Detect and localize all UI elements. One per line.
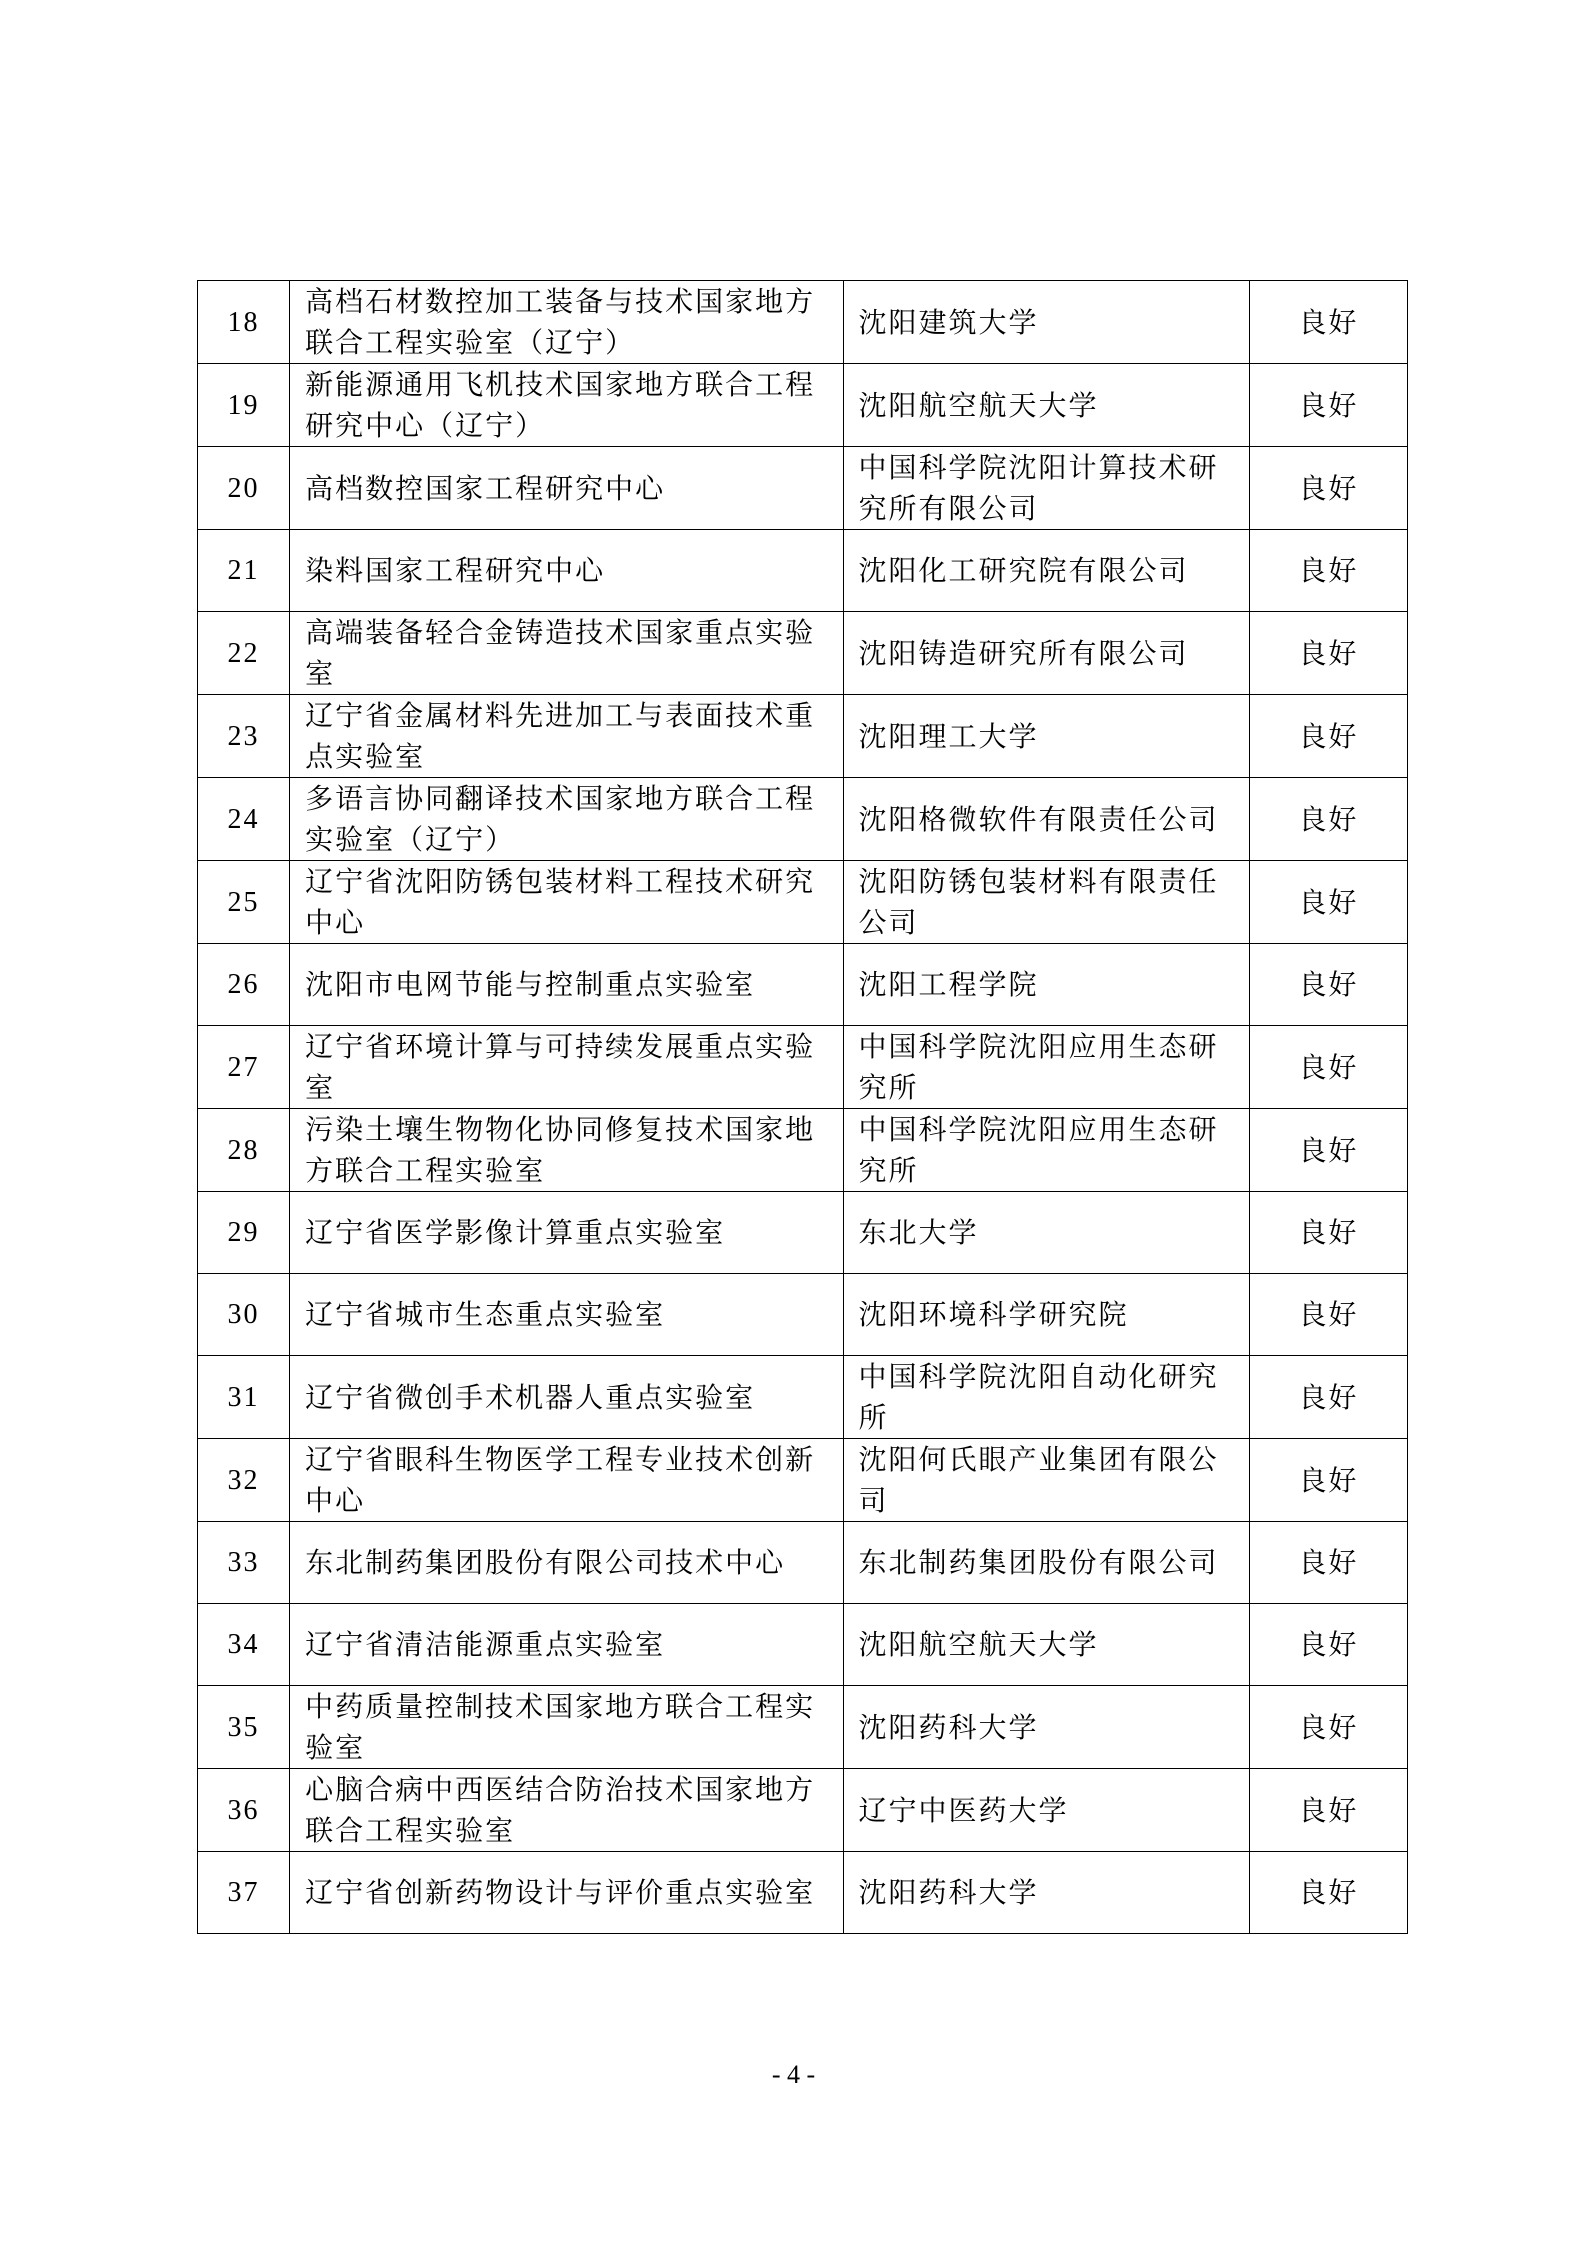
table-row	[198, 695, 1408, 778]
center-name-cell	[290, 778, 843, 861]
page-number: - 4 -	[771, 2060, 816, 2089]
center-name-cell	[290, 695, 843, 778]
rating-cell: 良好	[1249, 281, 1407, 364]
center-name-text: 高档石材数控加工装备与技术国家地方联合工程实验室（辽宁）	[305, 285, 816, 359]
center-name-text: 辽宁省创新药物设计与评价重点实验室	[305, 1876, 816, 1909]
rating-cell: 良好	[1249, 612, 1407, 695]
table-row	[198, 1522, 1408, 1604]
supporting-unit-text: 沈阳化工研究院有限公司	[858, 554, 1189, 587]
row-number-cell: 31	[198, 1356, 290, 1439]
center-name-cell	[290, 1522, 843, 1604]
table-row	[198, 778, 1408, 861]
center-name-text: 沈阳市电网节能与控制重点实验室	[305, 968, 756, 1001]
rating-cell: 良好	[1249, 530, 1407, 612]
table-row	[198, 1439, 1408, 1522]
center-name-text: 高端装备轻合金铸造技术国家重点实验室	[305, 616, 816, 690]
center-name-cell	[290, 447, 843, 530]
rating-cell: 良好	[1249, 778, 1407, 861]
rating-cell: 良好	[1249, 1686, 1407, 1769]
supporting-unit-cell	[843, 530, 1249, 612]
results-table	[197, 280, 1408, 1934]
row-number-cell: 34	[198, 1604, 290, 1686]
center-name-cell	[290, 281, 843, 364]
center-name-text: 辽宁省环境计算与可持续发展重点实验室	[305, 1030, 816, 1104]
center-name-text: 染料国家工程研究中心	[305, 554, 606, 587]
center-name-cell	[290, 861, 843, 944]
center-name-cell	[290, 944, 843, 1026]
supporting-unit-text: 沈阳建筑大学	[858, 305, 1039, 339]
supporting-unit-text: 沈阳药科大学	[858, 1876, 1039, 1909]
table-row	[198, 364, 1408, 447]
row-number-cell: 23	[198, 695, 290, 778]
center-name-cell	[290, 1686, 843, 1769]
supporting-unit-cell	[843, 1356, 1249, 1439]
supporting-unit-text: 沈阳航空航天大学	[858, 388, 1099, 422]
supporting-unit-cell	[843, 612, 1249, 695]
row-number-cell: 19	[198, 364, 290, 447]
center-name-cell	[290, 1769, 843, 1852]
center-name-cell	[290, 1604, 843, 1686]
center-name-text: 辽宁省微创手术机器人重点实验室	[305, 1380, 756, 1414]
table-row	[198, 944, 1408, 1026]
supporting-unit-cell	[843, 861, 1249, 944]
table-row	[198, 447, 1408, 530]
center-name-text: 辽宁省沈阳防锈包装材料工程技术研究中心	[305, 865, 816, 939]
supporting-unit-text: 辽宁中医药大学	[858, 1793, 1069, 1827]
rating-cell: 良好	[1249, 1439, 1407, 1522]
center-name-cell	[290, 1274, 843, 1356]
center-name-cell	[290, 1026, 843, 1109]
table-row	[198, 1769, 1408, 1852]
center-name-text: 多语言协同翻译技术国家地方联合工程实验室（辽宁）	[305, 782, 816, 856]
rating-cell: 良好	[1249, 1769, 1407, 1852]
row-number-cell: 20	[198, 447, 290, 530]
rating-cell: 良好	[1249, 1522, 1407, 1604]
center-name-text: 中药质量控制技术国家地方联合工程实验室	[305, 1690, 816, 1764]
supporting-unit-text: 东北大学	[858, 1216, 979, 1249]
supporting-unit-cell	[843, 1852, 1249, 1934]
table-row	[198, 612, 1408, 695]
supporting-unit-cell	[843, 364, 1249, 447]
table-row	[198, 1686, 1408, 1769]
center-name-text: 辽宁省眼科生物医学工程专业技术创新中心	[305, 1443, 816, 1517]
center-name-text: 新能源通用飞机技术国家地方联合工程研究中心（辽宁）	[305, 368, 816, 442]
rating-cell: 良好	[1249, 1604, 1407, 1686]
center-name-cell	[290, 1439, 843, 1522]
row-number-cell: 22	[198, 612, 290, 695]
supporting-unit-cell	[843, 447, 1249, 530]
row-number-cell: 24	[198, 778, 290, 861]
row-number-cell: 30	[198, 1274, 290, 1356]
supporting-unit-cell	[843, 1439, 1249, 1522]
row-number-cell: 28	[198, 1109, 290, 1192]
rating-cell: 良好	[1249, 1192, 1407, 1274]
center-name-text: 高档数控国家工程研究中心	[305, 471, 666, 505]
supporting-unit-text: 中国科学院沈阳应用生态研究所	[858, 1113, 1219, 1187]
center-name-text: 辽宁省城市生态重点实验室	[305, 1298, 666, 1331]
center-name-cell	[290, 364, 843, 447]
supporting-unit-text: 沈阳航空航天大学	[858, 1628, 1099, 1661]
supporting-unit-cell	[843, 778, 1249, 861]
table-row	[198, 281, 1408, 364]
supporting-unit-cell	[843, 1192, 1249, 1274]
center-name-text: 辽宁省金属材料先进加工与表面技术重点实验室	[305, 699, 816, 773]
supporting-unit-text: 沈阳格微软件有限责任公司	[858, 802, 1219, 836]
table-row	[198, 1356, 1408, 1439]
supporting-unit-text: 沈阳环境科学研究院	[858, 1298, 1129, 1331]
table-row	[198, 1026, 1408, 1109]
center-name-cell	[290, 1356, 843, 1439]
center-name-cell	[290, 612, 843, 695]
row-number-cell: 21	[198, 530, 290, 612]
supporting-unit-cell	[843, 1274, 1249, 1356]
supporting-unit-cell	[843, 281, 1249, 364]
row-number-cell: 27	[198, 1026, 290, 1109]
supporting-unit-cell	[843, 1522, 1249, 1604]
rating-cell: 良好	[1249, 1274, 1407, 1356]
center-name-text: 东北制药集团股份有限公司技术中心	[305, 1546, 786, 1579]
row-number-cell: 35	[198, 1686, 290, 1769]
table-row	[198, 1274, 1408, 1356]
supporting-unit-text: 沈阳理工大学	[858, 719, 1039, 753]
row-number-cell: 37	[198, 1852, 290, 1934]
center-name-text: 辽宁省医学影像计算重点实验室	[305, 1216, 726, 1249]
supporting-unit-text: 沈阳工程学院	[858, 968, 1039, 1001]
row-number-cell: 33	[198, 1522, 290, 1604]
supporting-unit-text: 中国科学院沈阳计算技术研究所有限公司	[858, 451, 1219, 525]
supporting-unit-text: 沈阳防锈包装材料有限责任公司	[858, 865, 1219, 939]
supporting-unit-text: 沈阳何氏眼产业集团有限公司	[858, 1443, 1219, 1517]
row-number-cell: 36	[198, 1769, 290, 1852]
supporting-unit-text: 沈阳铸造研究所有限公司	[858, 636, 1189, 670]
center-name-text: 污染土壤生物物化协同修复技术国家地方联合工程实验室	[305, 1113, 816, 1187]
row-number-cell: 32	[198, 1439, 290, 1522]
supporting-unit-cell	[843, 1604, 1249, 1686]
center-name-cell	[290, 1109, 843, 1192]
center-name-cell	[290, 530, 843, 612]
supporting-unit-text: 东北制药集团股份有限公司	[858, 1546, 1219, 1579]
table-row	[198, 1109, 1408, 1192]
supporting-unit-cell	[843, 1109, 1249, 1192]
supporting-unit-cell	[843, 1769, 1249, 1852]
rating-cell: 良好	[1249, 447, 1407, 530]
rating-cell: 良好	[1249, 944, 1407, 1026]
center-name-text: 辽宁省清洁能源重点实验室	[305, 1628, 666, 1661]
supporting-unit-text: 中国科学院沈阳自动化研究所	[858, 1360, 1219, 1434]
table-row	[198, 1192, 1408, 1274]
row-number-cell: 25	[198, 861, 290, 944]
supporting-unit-cell	[843, 1026, 1249, 1109]
supporting-unit-cell	[843, 1686, 1249, 1769]
table-row	[198, 1604, 1408, 1686]
rating-cell: 良好	[1249, 1852, 1407, 1934]
center-name-cell	[290, 1852, 843, 1934]
table-row	[198, 530, 1408, 612]
rating-cell: 良好	[1249, 861, 1407, 944]
rating-cell: 良好	[1249, 364, 1407, 447]
row-number-cell: 29	[198, 1192, 290, 1274]
rating-cell: 良好	[1249, 695, 1407, 778]
table-body	[198, 281, 1408, 1934]
supporting-unit-cell	[843, 695, 1249, 778]
table-row	[198, 1852, 1408, 1934]
supporting-unit-text: 沈阳药科大学	[858, 1710, 1039, 1744]
rating-cell: 良好	[1249, 1026, 1407, 1109]
row-number-cell: 26	[198, 944, 290, 1026]
supporting-unit-text: 中国科学院沈阳应用生态研究所	[858, 1030, 1219, 1104]
supporting-unit-cell	[843, 944, 1249, 1026]
rating-cell: 良好	[1249, 1356, 1407, 1439]
table-row	[198, 861, 1408, 944]
center-name-cell	[290, 1192, 843, 1274]
rating-cell: 良好	[1249, 1109, 1407, 1192]
row-number-cell: 18	[198, 281, 290, 364]
center-name-text: 心脑合病中西医结合防治技术国家地方联合工程实验室	[305, 1773, 816, 1847]
